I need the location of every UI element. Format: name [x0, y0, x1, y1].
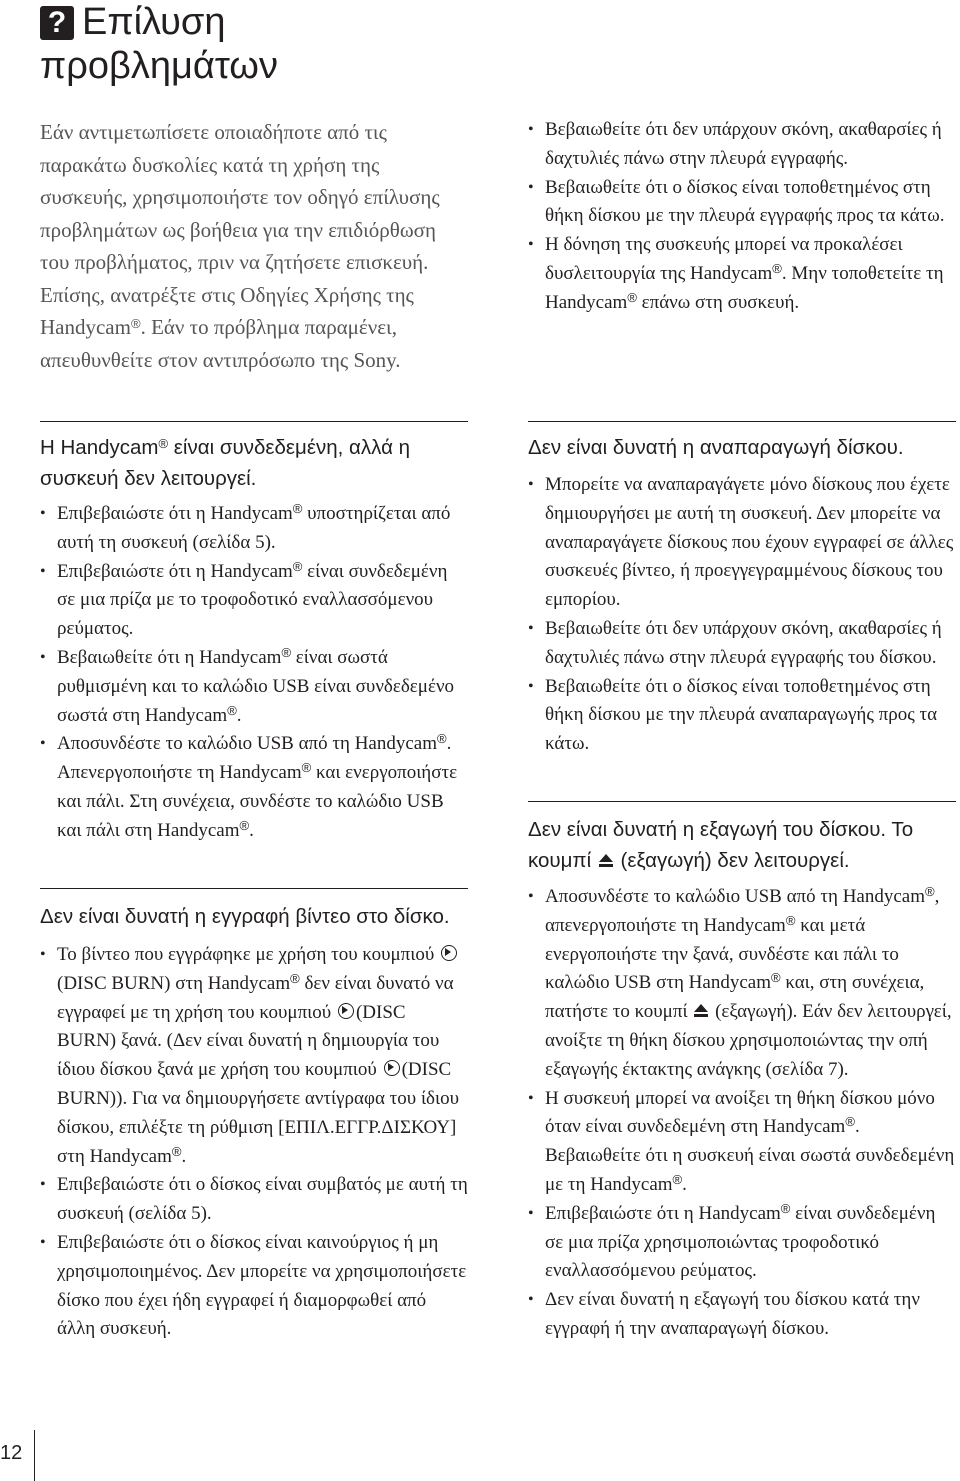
bullet: •: [528, 178, 534, 196]
bullet: •: [528, 236, 534, 254]
bullet: •: [528, 1089, 534, 1107]
bullet: •: [528, 1291, 534, 1309]
section-divider: [40, 888, 468, 889]
section-divider: [528, 421, 956, 422]
list-item: • Το βίντεο που εγγράφηκε με χρήση του κουμπιού (DISC BURN) στη Handycam® δεν είναι δυνατό να εγγραφεί με τη χρήση του κουμπιού (DISC BURN) ξανά. (Δεν είναι δυνατή η δημιουργία του ίδιου δίσκου ξανά με χρήση του κουμπιού (DISC BURN)). Για να δημιουργήσετε αντίγραφα του ίδιου δίσκου, επιλέξτε τη ρύθμιση [ΕΠΙΛ.ΕΓΓΡ.ΔΙΣΚΟΥ] στη Handycam®.: [40, 941, 468, 1171]
list-item: • Επιβεβαιώστε ότι η Handycam® υποστηρίζεται από αυτή τη συσκευή (σελίδα 5).: [40, 501, 451, 553]
list-item: • Επιβεβαιώστε ότι η Handycam® είναι συνδεδεμένη σε μια πρίζα χρησιμοποιώντας τροφοδοτικό εναλλασσόμενου ρεύματος.: [528, 1200, 936, 1282]
bullet: •: [40, 648, 46, 666]
list-item: • Επιβεβαιώστε ότι ο δίσκος είναι καινούργιος ή μη χρησιμοποιημένος. Δεν μπορείτε να χρησιμοποιήσετε δίσκο που έχει ήδη εγγραφεί ή διαμορφωθεί από άλλη συσκευή.: [40, 1229, 468, 1344]
question-mark-icon: ?: [40, 6, 74, 40]
list-item: • Βεβαιωθείτε ότι ο δίσκος είναι τοποθετημένος στη θήκη δίσκου με την πλευρά εγγραφής προς τα κάτω.: [528, 174, 956, 232]
section-heading-record: Δεν είναι δυνατή η εγγραφή βίντεο στο δίσκο.: [40, 905, 450, 928]
intro-paragraph: Εάν αντιμετωπίσετε οποιαδήποτε από τις παρακάτω δυσκολίες κατά τη χρήση της συσκευής, χρησιμοποιήστε τον οδηγό επίλυσης προβλημάτων ως βοήθεια για την επιδιόρθωση του προβλήματος, πριν να ζητήσετε επισκευή. Επίσης, ανατρέξτε στις Οδηγίες Χρήσης της Handycam®. Εάν το πρόβλημα παραμένει, απευθυνθείτε στον αντιπρόσωπο της Sony.: [40, 120, 440, 372]
bullet: •: [528, 476, 534, 493]
section-heading-connected: Η Handycam® είναι συνδεδεμένη, αλλά η συσκευή δεν λειτουργεί.: [40, 436, 411, 490]
eject-icon: [599, 854, 613, 868]
disc-burn-icon: [384, 1060, 400, 1076]
bullet: •: [528, 677, 534, 695]
page-title: [40, 0, 470, 88]
list-item: • Μπορείτε να αναπαραγάγετε μόνο δίσκους που έχετε δημιουργήσει με αυτή τη συσκευή. Δεν μπορείτε να αναπαραγάγετε δίσκους που έχουν εγγραφεί σε άλλες συσκευές βίντεο, ή προεγγεγραμμένους δίσκους του εμπορίου.: [528, 471, 956, 615]
bullet: •: [528, 619, 534, 637]
list-item: • Βεβαιωθείτε ότι ο δίσκος είναι τοποθετημένος στη θήκη δίσκου με την πλευρά αναπαραγωγής προς τα κάτω.: [528, 673, 956, 759]
section-heading-eject: Δεν είναι δυνατή η εξαγωγή του δίσκου. Το κουμπί (εξαγωγή) δεν λειτουργεί.: [528, 818, 914, 872]
list-item: • Επιβεβαιώστε ότι ο δίσκος είναι συμβατός με αυτή τη συσκευή (σελίδα 5).: [40, 1171, 468, 1229]
list-item: • Επιβεβαιώστε ότι η Handycam® είναι συνδεδεμένη σε μια πρίζα με το τροφοδοτικό εναλλασσόμενου ρεύματος.: [40, 558, 448, 640]
list-play: [528, 471, 956, 759]
eject-icon: [694, 1004, 708, 1018]
list-item: • Δεν είναι δυνατή η εξαγωγή του δίσκου κατά την εγγραφή ή την αναπαραγωγή δίσκου.: [528, 1286, 956, 1344]
list-record-continued: [528, 116, 956, 318]
bullet: •: [40, 1233, 46, 1251]
bullet: •: [40, 946, 46, 963]
bullet: •: [528, 121, 534, 138]
page-number: 12: [0, 1442, 23, 1464]
section-divider: [528, 801, 956, 802]
title-text-1: Επίλυση: [82, 1, 226, 43]
list-item: • Η συσκευή μπορεί να ανοίξει τη θήκη δίσκου μόνο όταν είναι συνδεδεμένη στη Handycam®. Βεβαιωθείτε ότι η συσκευή είναι σωστά συνδεδεμένη με τη Handycam®.: [528, 1085, 956, 1200]
list-item: • Βεβαιωθείτε ότι η Handycam® είναι σωστά ρυθμισμένη και το καλώδιο USB είναι συνδεδεμένο σωστά στη Handycam®.: [40, 644, 455, 726]
bullet: •: [40, 1176, 46, 1194]
title-line-1: [40, 0, 470, 44]
list-eject: [528, 883, 956, 1344]
list-item: • Αποσυνδέστε το καλώδιο USB από τη Handycam®, απενεργοποιήστε τη Handycam® και μετά ενεργοποιήστε την ξανά, συνδέστε και πάλι το καλώδιο USB στη Handycam® και, στη συνέχεια, πατήστε το κουμπί (εξαγωγή). Εάν δεν λειτουργεί, ανοίξτε τη θήκη δίσκου χρησιμοποιώντας την οπή εξαγωγής έκτακτης ανάγκης (σελίδα 7).: [528, 884, 952, 1080]
page-number-divider: [34, 1430, 35, 1481]
bullet: •: [40, 562, 46, 580]
section-divider: [40, 421, 468, 422]
bullet: •: [528, 1204, 534, 1222]
disc-burn-icon: [441, 945, 457, 961]
list-item: • Η δόνηση της συσκευής μπορεί να προκαλέσει δυσλειτουργία της Handycam®. Μην τοποθετείτε τη Handycam® επάνω στη συσκευή.: [528, 231, 956, 317]
section-heading-play: Δεν είναι δυνατή η αναπαραγωγή δίσκου.: [528, 436, 904, 459]
list-connected: [40, 500, 470, 846]
title-line-2: προβλημάτων: [40, 45, 278, 87]
bullet: •: [528, 888, 534, 905]
list-record: [40, 941, 468, 1344]
list-item: • Βεβαιωθείτε ότι δεν υπάρχουν σκόνη, ακαθαρσίες ή δαχτυλιές πάνω στην πλευρά εγγραφής.: [528, 116, 956, 174]
list-item: • Αποσυνδέστε το καλώδιο USB από τη Handycam®. Απενεργοποιήστε τη Handycam® και ενεργοποιήστε και πάλι. Στη συνέχεια, συνδέστε το καλώδιο USB και πάλι στη Handycam®.: [40, 731, 458, 841]
disc-burn-icon: [338, 1003, 354, 1019]
bullet: •: [40, 505, 46, 522]
list-item: • Βεβαιωθείτε ότι δεν υπάρχουν σκόνη, ακαθαρσίες ή δαχτυλιές πάνω στην πλευρά εγγραφής του δίσκου.: [528, 615, 956, 673]
bullet: •: [40, 735, 46, 753]
